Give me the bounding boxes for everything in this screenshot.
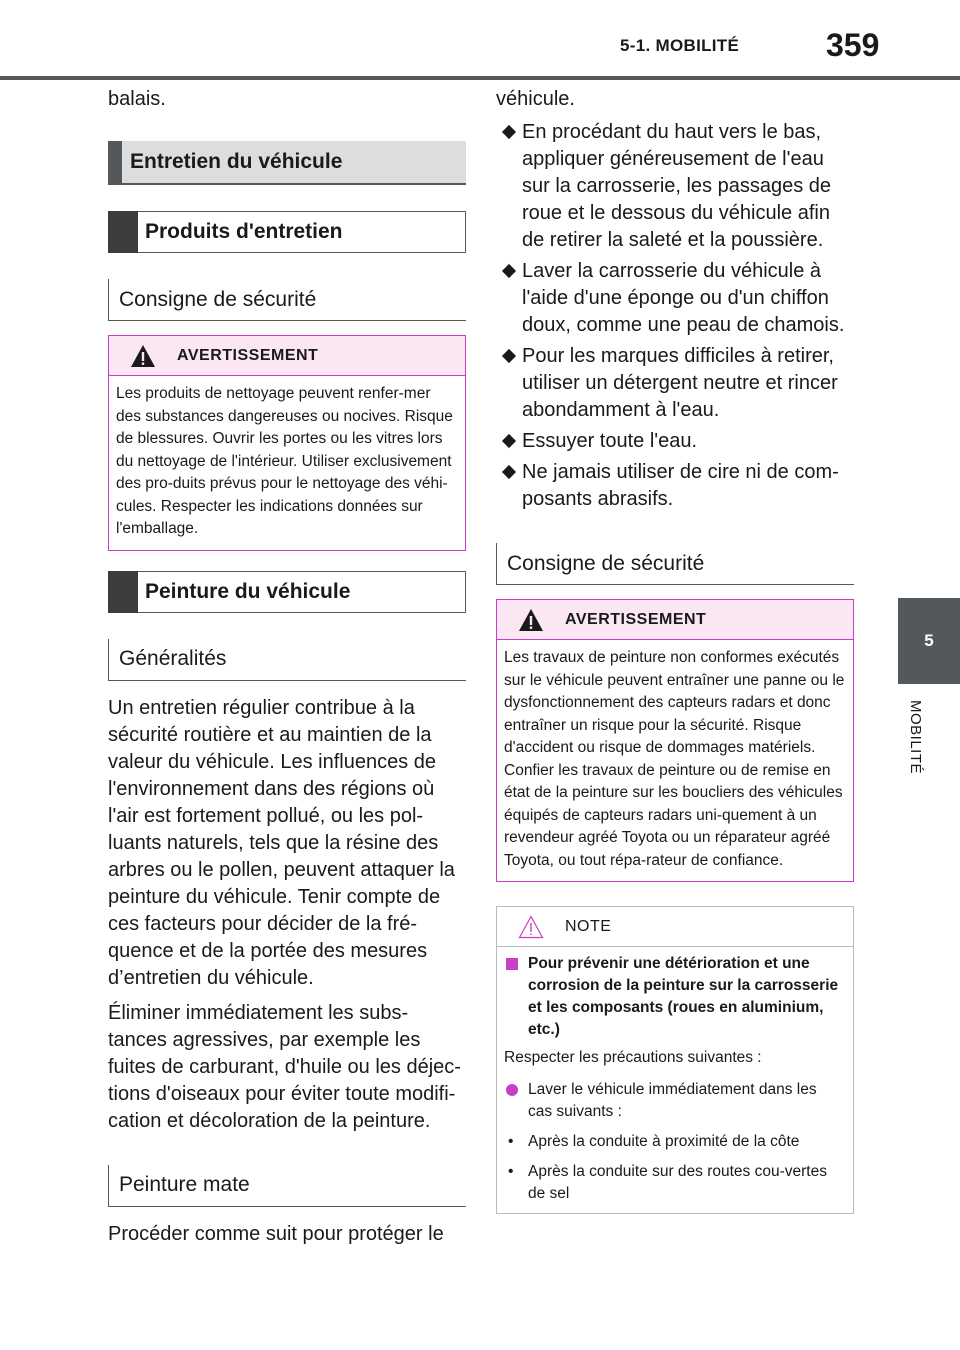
subsection-heading-text: Produits d'entretien (145, 220, 343, 243)
intro-text: véhicule. (496, 88, 575, 110)
paragraph: Éliminer immédiatement les subs-tances agressives, par exemple les fuites de carburant, d'huile ou les déjec-tions d'oiseaux pour éviter toute modifi-cation et décoloration de la peinture. (108, 1001, 461, 1132)
circle-bullet-icon (506, 1084, 518, 1096)
warning-header (109, 336, 465, 376)
topic-heading-text: Consigne de sécurité (119, 287, 317, 311)
warning-text: Les produits de nettoyage peuvent renfer-mer des substances dangereuses ou nocives. Risque de blessures. Ouvrir les portes ou les vitres lors du nettoyage de l'intérieur. Utiliser exclusivement des pro-duits prévus pour le nettoyage des véhi-cules. Respecter les indications données sur l'emballage. (116, 385, 453, 537)
section-title: 5-1. MOBILITÉ (620, 36, 740, 55)
list-item: En procédant du haut vers le bas, appliquer généreusement de l'eau sur la carrosserie, les passages de roue et le dessous du véhicule afin de retirer la saleté et la poussière. (496, 119, 854, 254)
list-item: Pour les marques difficiles à retirer, utiliser un détergent neutre et rincer abondamment à l'eau. (496, 343, 854, 424)
heading-bar (108, 141, 122, 185)
note-box (496, 906, 854, 1214)
right-column (496, 86, 854, 1214)
section-heading-text: Entretien du véhicule (130, 150, 343, 173)
diamond-bullet-icon (496, 428, 522, 455)
warning-title: AVERTISSEMENT (177, 346, 319, 364)
warning-header (497, 600, 853, 640)
note-heading: Pour prévenir une détérioration et une corrosion de la peinture sur la carrosserie et les composants (roues en aluminium, etc.) (504, 953, 845, 1041)
intro-text: balais. (108, 88, 166, 110)
topic-heading-safety (108, 279, 466, 321)
note-sub-item: • Après la conduite sur des routes cou-vertes de sel (508, 1163, 827, 1202)
warning-text: Les travaux de peinture non conformes exécutés sur le véhicule peuvent entraîner une panne ou le dysfonctionnement des capteurs radars et donc entraîner un risque pour la sécurité. Risque d'accident ou risque de dommages matériels. Confier les travaux de peinture ou de remise en état de la peinture sur les boucliers des véhicules équipés de capteurs radars uni-quement à un revendeur agréé Toyota ou un réparateur agréé Toyota, ou tout répa-rateur de confiance. (504, 649, 845, 869)
subsection-heading-products (108, 211, 466, 253)
page-number: 359 (826, 27, 880, 63)
left-column (108, 86, 466, 1248)
topic-heading-text: Peinture mate (119, 1173, 250, 1196)
list-item: Laver la carrosserie du véhicule à l'aide d'une éponge ou d'un chiffon doux, comme une peau de chamois. (496, 258, 854, 339)
subsection-heading-text: Peinture du véhicule (145, 579, 351, 603)
note-sub-item: • Après la conduite à proximité de la côte (508, 1133, 800, 1150)
square-bullet-icon (506, 958, 518, 970)
note-icon (497, 915, 565, 939)
warning-box (108, 335, 466, 551)
paragraph: Un entretien régulier contribue à la sécurité routière et au maintien de la valeur du véhicule. Les influences de l'environnement dans des régions où l'air est fortement pollué, ou les pol-luants naturels, tels que la résine des arbres ou le pollen, peuvent attaquer la peinture du véhicule. Tenir compte de ces facteurs pour décider de la fré-quence et de la portée des mesures d’entretien du véhicule. (108, 696, 455, 989)
warning-title: AVERTISSEMENT (565, 610, 707, 628)
diamond-bullet-icon (496, 119, 522, 254)
chapter-label: MOBILITÉ (907, 700, 924, 775)
topic-heading-text: Généralités (119, 647, 227, 670)
section-heading (108, 141, 466, 185)
topic-heading-general (108, 639, 466, 681)
note-intro: Respecter les précautions suivantes : (504, 1049, 762, 1066)
note-body (497, 947, 853, 1213)
warning-box (496, 599, 854, 882)
note-header (497, 907, 853, 947)
list-item: Ne jamais utiliser de cire ni de com-posants abrasifs. (496, 459, 854, 513)
warning-icon (497, 608, 565, 632)
note-title: NOTE (565, 917, 612, 935)
warning-icon (109, 344, 177, 368)
bullet-list (496, 119, 854, 513)
subsection-heading-paint (108, 571, 466, 613)
topic-heading-matte (108, 1165, 466, 1207)
diamond-bullet-icon (496, 459, 522, 513)
paragraph: Procéder comme suit pour protéger le (108, 1222, 444, 1245)
note-dot-item: Laver le véhicule immédiatement dans les cas suivants : (504, 1079, 845, 1123)
diamond-bullet-icon (496, 343, 522, 424)
chapter-tab[interactable]: 5 (898, 598, 960, 684)
topic-heading-text: Consigne de sécurité (507, 551, 705, 575)
topic-heading-safety (496, 543, 854, 585)
heading-bar (108, 571, 138, 613)
list-item: Essuyer toute l'eau. (496, 428, 854, 455)
header-rule (0, 76, 960, 80)
heading-bar (108, 211, 138, 253)
diamond-bullet-icon (496, 258, 522, 339)
